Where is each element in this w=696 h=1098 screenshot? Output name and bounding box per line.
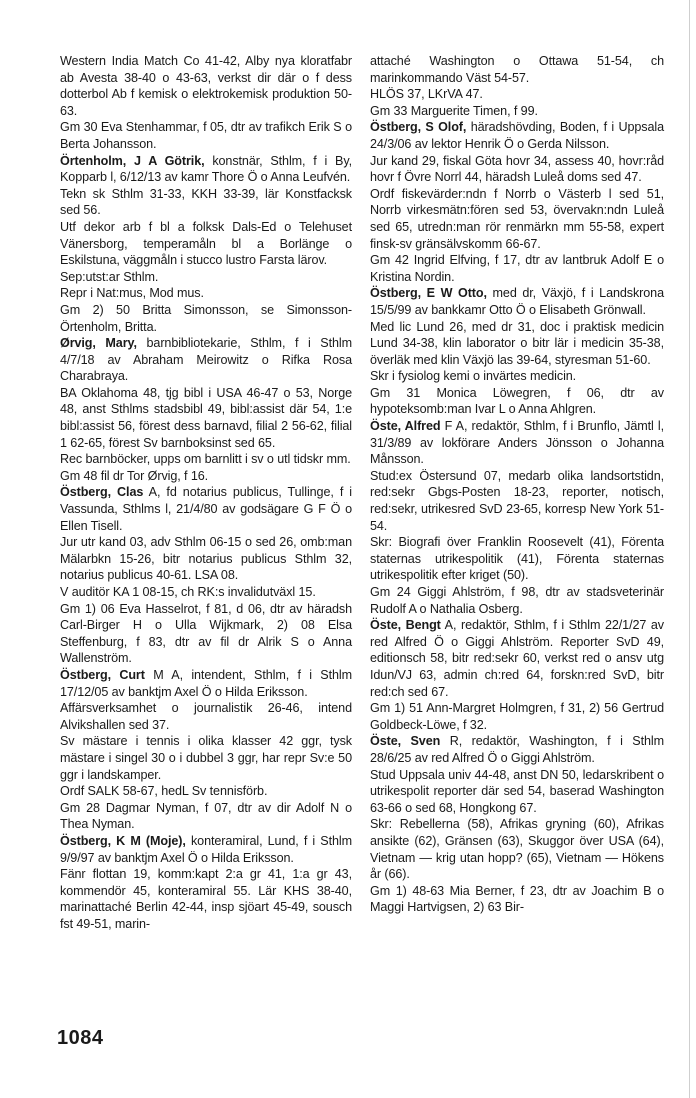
entry-text: Ordf fiskevärder:ndn f Norrb o Västerb l sed 51, Norrb virkesmätn:fören sed 53, övervakn:ndn Luleå sed 65, utredn:man rör renmärkn mm 55-58, expert finsk-sv gränsälvskomm 66-67. [370, 186, 664, 251]
entry-heading: Östberg, Curt [60, 667, 145, 682]
entry-paragraph [370, 285, 664, 318]
text-paragraph [370, 385, 664, 418]
entry-paragraph [370, 733, 664, 766]
entry-text: Gm 1) 51 Ann-Margret Holmgren, f 31, 2) 56 Gertrud Goldbeck-Löwe, f 32. [370, 701, 664, 732]
text-paragraph [370, 153, 664, 186]
entry-text: F A, redaktör, Sthlm, f i Brunflo, Jämtl l, 31/3/89 av lokförare Anders Jönsson o Johanna Månsson. [370, 419, 664, 467]
entry-text: Repr i Nat:mus, Mod mus. [60, 286, 204, 301]
text-paragraph [60, 534, 352, 584]
entry-heading: Öste, Alfred [370, 419, 441, 434]
entry-heading: Öste, Bengt [370, 618, 441, 633]
text-paragraph [60, 385, 352, 451]
entry-text: R, redaktör, Washington, f i Sthlm 28/6/25 av red Alfred Ö o Giggi Ahlström. [370, 734, 664, 765]
entry-text: Gm 30 Eva Stenhammar, f 05, dtr av trafikch Erik S o Berta Johansson. [60, 120, 352, 151]
text-paragraph [60, 451, 352, 468]
text-paragraph [370, 368, 664, 385]
text-paragraph [60, 219, 352, 269]
entry-text: Stud:ex Östersund 07, medarb olika landsortstidn, red:sekr Gbgs-Posten 18-23, reporter, notisch, red:sekr, utrikesred SvD 23-65, korresp New York 51-54. [370, 468, 664, 533]
text-paragraph [60, 700, 352, 733]
left-column [60, 53, 352, 932]
entry-text: Utf dekor arb f bl a folksk Dals-Ed o Telehuset Vänersborg, temperamåln bl a Borlänge o Eskilstuna, väggmåln i stucco lustro Farsta lärov. [60, 219, 352, 268]
page-number: 1084 [57, 1027, 104, 1049]
entry-heading: Ørvig, Mary, [60, 336, 137, 351]
text-paragraph [370, 186, 664, 252]
entry-paragraph [60, 484, 352, 534]
entry-text: Skr i fysiolog kemi o invärtes medicin. [370, 369, 577, 384]
text-paragraph [60, 186, 352, 219]
entry-text: Fänr flottan 19, komm:kapt 2:a gr 41, 1:a gr 43, kommendör 45, konteramiral 55. Lär KHS 38-40, marinattaché Berlin 42-44, insp sjöart 45-49, sousch fst 49-51, marin- [60, 867, 352, 931]
page-edge-line [689, 0, 690, 1098]
entry-text: Skr: Biografi över Franklin Roosevelt (41), Förenta staternas utrikespolitik (41), Förenta staternas utrikespolitik efter kriget (50). [370, 535, 664, 583]
entry-text: häradshövding, Boden, f i Uppsala 24/3/06 av lektor Henrik Ö o Gerda Nilsson. [370, 120, 664, 151]
text-paragraph [370, 103, 664, 120]
text-paragraph [60, 601, 352, 667]
text-paragraph [370, 816, 664, 882]
text-paragraph [370, 252, 664, 285]
entry-text: BA Oklahoma 48, tjg bibl i USA 46-47 o 53, Norge 48, anst Sthlms stadsbibl 49, bibl:assist där 54, 1:e bibl:assist 56, förest dess barnavd, filial 2 56-62, filial 1 62-65, förest Sv barnboksinst sed 65. [60, 385, 352, 450]
entry-text: Ordf SALK 58-67, hedL Sv tennisförb. [60, 784, 268, 799]
text-paragraph [60, 302, 352, 335]
entry-text: M A, intendent, Sthlm, f i Sthlm 17/12/05 av banktjm Axel Ö o Hilda Eriksson. [60, 667, 352, 699]
entry-text: Gm 1) 06 Eva Hasselrot, f 81, d 06, dtr av häradsh Carl-Birger H o Ulla Wijkmark, 2) 08 Elsa Steffenburg, f 83, dtr av fil dr Alrik S o Anna Wallenström. [60, 601, 352, 666]
text-paragraph [60, 733, 352, 783]
text-paragraph [370, 53, 664, 86]
entry-text: Gm 33 Marguerite Timen, f 99. [370, 103, 538, 118]
text-paragraph [370, 468, 664, 534]
text-paragraph [60, 783, 352, 800]
text-paragraph [370, 534, 664, 584]
entry-text: Jur kand 29, fiskal Göta hovr 34, assess 40, hovr:råd hovr f Övre Norrl 44, häradsh Luleå doms sed 47. [370, 153, 664, 185]
entry-heading: Östberg, K M (Moje), [60, 833, 186, 848]
entry-heading: Östberg, S Olof, [370, 120, 467, 135]
entry-text: V auditör KA 1 08-15, ch RK:s invalidutväxl 15. [60, 585, 316, 599]
entry-text: Gm 28 Dagmar Nyman, f 07, dtr av dir Adolf N o Thea Nyman. [60, 800, 352, 832]
text-paragraph [370, 319, 664, 369]
entry-text: Stud Uppsala univ 44-48, anst DN 50, ledarskribent o utrikespolit reporter där sed 54, baserad Washington 63-66 o sed 68, Hongkong 67. [370, 767, 664, 815]
text-paragraph [60, 800, 352, 833]
entry-paragraph [370, 119, 664, 152]
entry-text: Skr: Rebellerna (58), Afrikas gryning (60), Afrikas ansikte (62), Gränsen (63), Skuggor över USA (64), Vietnam — krig utan hopp? (65), Vietnam — Hökens år (66). [370, 817, 664, 882]
text-paragraph [60, 53, 352, 119]
entry-text: Gm 24 Giggi Ahlström, f 98, dtr av stadsveterinär Rudolf A o Nathalia Osberg. [370, 585, 664, 616]
text-paragraph [60, 285, 352, 302]
entry-paragraph [60, 335, 352, 385]
entry-paragraph [60, 667, 352, 700]
entry-heading: Öste, Sven [370, 734, 441, 749]
entry-text: Jur utr kand 03, adv Sthlm 06-15 o sed 26, omb:man Mälarbkn 15-26, bitr notarius publicus Sthlm 32, notarius publicus 40-61. LSA 08. [60, 535, 352, 583]
entry-text: Rec barnböcker, upps om barnlitt i sv o utl tidskr mm. [60, 452, 351, 467]
text-paragraph [60, 269, 352, 286]
entry-text: A, fd notarius publicus, Tullinge, f i Vassunda, Sthlms l, 21/4/80 av godsägare G F Ö o Ellen Tisell. [60, 485, 352, 533]
right-column [370, 53, 664, 916]
entry-paragraph [60, 153, 352, 186]
text-paragraph [370, 883, 664, 916]
text-paragraph [60, 119, 352, 152]
text-paragraph [60, 584, 352, 601]
entry-text: Tekn sk Sthlm 31-33, KKH 33-39, lär Konstfacksk sed 56. [60, 186, 352, 218]
entry-text: A, redaktör, Sthlm, f i Sthlm 22/1/27 av red Alfred Ö o Giggi Ahlström. Reporter SvD 49, editionsch 58, bitr red:sekr 60, verkst red o ansv utg Idun/VJ 63, admin ch:red 64, forskn:red SvD, bitr red:ch sed 67. [370, 618, 664, 699]
text-paragraph [60, 866, 352, 932]
text-paragraph [370, 700, 664, 733]
entry-text: HLÖS 37, LKrVA 47. [370, 87, 483, 102]
entry-text: Sv mästare i tennis i olika klasser 42 ggr, tysk mästare i singel 30 o i dubbel 3 ggr, har repr Sv:e 50 ggr i landskamper. [60, 734, 352, 782]
entry-paragraph [60, 833, 352, 866]
entry-text: Western India Match Co 41-42, Alby nya kloratfabr ab Avesta 38-40 o 43-63, verkst dir där o f dess dotterbol Ab f kemisk o elektrokemisk produktion 50-63. [60, 54, 352, 118]
entry-text: barnbibliotekarie, Sthlm, f i Sthlm 4/7/18 av Abraham Meirowitz o Rifka Rosa Charabraya. [60, 336, 352, 384]
text-paragraph [370, 86, 664, 103]
entry-text: konteramiral, Lund, f i Sthlm 9/9/97 av banktjm Axel Ö o Hilda Eriksson. [60, 833, 352, 865]
text-paragraph [370, 767, 664, 817]
entry-text: attaché Washington o Ottawa 51-54, ch marinkommando Väst 54-57. [370, 54, 664, 85]
entry-heading: Östberg, E W Otto, [370, 286, 487, 301]
entry-text: Sep:utst:ar Sthlm. [60, 269, 159, 284]
entry-heading: Örtenholm, J A Götrik, [60, 153, 205, 168]
text-paragraph [370, 584, 664, 617]
entry-text: med dr, Växjö, f i Landskrona 15/5/99 av bankkamr Otto Ö o Elisabeth Grönwall. [370, 286, 664, 317]
entry-text: Gm 2) 50 Britta Simonsson, se Simonsson-Örtenholm, Britta. [60, 302, 352, 334]
entry-text: Gm 48 fil dr Tor Ørvig, f 16. [60, 468, 209, 483]
entry-text: Gm 1) 48-63 Mia Berner, f 23, dtr av Joachim B o Maggi Hartvigsen, 2) 63 Bir- [370, 883, 664, 915]
entry-text: Gm 42 Ingrid Elfving, f 17, dtr av lantbruk Adolf E o Kristina Nordin. [370, 253, 664, 284]
entry-paragraph [370, 617, 664, 700]
text-paragraph [60, 468, 352, 485]
entry-text: Gm 31 Monica Löwegren, f 06, dtr av hypoteksomb:man Ivar L o Anna Ahlgren. [370, 385, 664, 417]
entry-heading: Östberg, Clas [60, 485, 144, 500]
entry-paragraph [370, 418, 664, 468]
entry-text: Affärsverksamhet o journalistik 26-46, intend Alvikshallen sed 37. [60, 701, 352, 732]
entry-text: Med lic Lund 26, med dr 31, doc i praktisk medicin Lund 34-38, klin laborator o bitr lär i medicin 35-38, överläk med klin Växjö las 39-64, styresman 51-60. [370, 319, 664, 367]
entry-text: konstnär, Sthlm, f i By, Kopparb l, 6/12/13 av kamr Thore Ö o Anna Leufvén. [60, 153, 352, 185]
